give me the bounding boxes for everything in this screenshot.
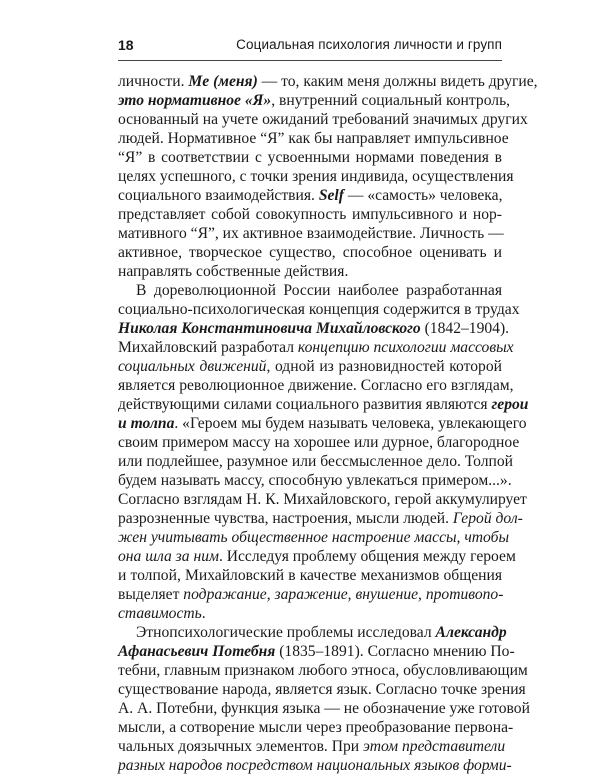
text-run: Михайловский разработал (118, 339, 298, 356)
text-run: Согласно взглядам Н. К. Михайловского, герой аккумулирует (118, 491, 527, 508)
emphasis-run: подражание, заражение, внушение, противопо- (183, 586, 504, 603)
text-line (118, 547, 516, 566)
text-run: , внутренний социальный контроль, (271, 92, 511, 109)
emphasis-run: Афанасьевич Потебня (118, 643, 276, 660)
text-line (118, 186, 502, 205)
text-line (118, 148, 502, 167)
text-run: . (201, 605, 206, 622)
text-run: (1835–1891). Согласно мнению По- (275, 643, 515, 660)
text-line (118, 167, 514, 186)
emphasis-run: разных народов посредством национальных языков форми- (118, 757, 512, 774)
emphasis-run: Self (318, 187, 344, 204)
text-line (118, 566, 502, 585)
text-run: действующими силами социального развития являются (118, 396, 492, 413)
emphasis-run: социальных движений (118, 358, 267, 375)
text-line (118, 604, 502, 623)
text-run: — «самость» человека, (343, 187, 503, 204)
text-run: — то, каким меня должны видеть другие, (257, 73, 538, 90)
text-run: (1842–1904). (420, 320, 510, 337)
text-line (118, 224, 502, 243)
text-run: , одной из разновидностей которой (266, 358, 502, 375)
text-line (118, 319, 510, 338)
text-line (118, 452, 514, 471)
text-run: мативного “Я”, их активное взаимодействие. Личность — (118, 225, 504, 242)
emphasis-run: ставимость (118, 605, 202, 622)
text-run: людей. Нормативное “Я” как бы направляет импульсивное (118, 130, 509, 147)
emphasis-run: жен учитывать общественное настроение массы, чтобы (118, 529, 510, 546)
text-line (118, 585, 502, 604)
text-line (118, 623, 507, 642)
text-line (118, 433, 520, 452)
text-run: . «Героем мы будем называть человека, увлекающего (174, 415, 527, 432)
text-run: . Исследуя проблему общения между героем (218, 548, 516, 565)
page-number: 18 (118, 37, 134, 53)
text-line (118, 205, 502, 224)
text-line (118, 471, 512, 490)
text-run: социального взаимодействия. (118, 187, 319, 204)
text-line (118, 281, 502, 300)
emphasis-run: Me (меня) (188, 73, 258, 90)
text-run: А. А. Потебни, функция языка — не обозначение уже готовой (118, 700, 530, 717)
text-run: целях успешного, с точки зрения индивида, осуществления (118, 168, 514, 185)
text-line (118, 338, 514, 357)
text-run: чальных доязычных элементов. При (118, 738, 364, 755)
text-run: социально-психологическая концепция содержится в трудах (118, 301, 520, 318)
text-line (118, 91, 511, 110)
emphasis-run: Николая Константиновича Михайловского (118, 320, 421, 337)
emphasis-run: Герой дол- (452, 510, 523, 527)
text-run: основанный на учете ожиданий требований значимых других (118, 111, 528, 128)
text-run: представляет собой совокупность импульсивного и нор- (118, 206, 502, 223)
text-line (118, 737, 506, 756)
body-text (118, 72, 538, 775)
text-run: Этнопсихологические проблемы исследовал (136, 624, 436, 641)
text-run: В дореволюционной России наиболее разработанная (136, 282, 502, 299)
text-line (118, 72, 538, 91)
text-run: направлять собственные действия. (118, 263, 349, 280)
text-line (118, 395, 529, 414)
text-line (118, 661, 528, 680)
text-run: тебни, главным признаком любого этноса, обусловливающим (118, 662, 528, 679)
text-line (118, 414, 527, 433)
emphasis-run: этом представители (363, 738, 506, 755)
text-line (118, 718, 514, 737)
text-run: или подлейшее, разумное или бессмысленное дело. Толпой (118, 453, 514, 470)
text-run: своим примером массу на хорошее или дурное, благородное (118, 434, 520, 451)
text-line (118, 110, 528, 129)
emphasis-run: и толпа (118, 415, 175, 432)
text-run: будем называть массу, способную увлекаться примером...». (118, 472, 512, 489)
text-run: личности. (118, 73, 189, 90)
text-run: и толпой, Михайловский в качестве механизмов общения (118, 567, 502, 584)
running-title: Социальная психология личности и групп (236, 37, 502, 52)
text-line (118, 642, 515, 661)
text-run: является революционное движение. Согласно его взглядам, (118, 377, 514, 394)
emphasis-run: концепцию психологии массовых (297, 339, 514, 356)
emphasis-run: Александр (435, 624, 507, 641)
text-line (118, 376, 514, 395)
text-line (118, 528, 510, 547)
emphasis-run: она шла за ним (118, 548, 219, 565)
text-line (118, 262, 502, 281)
text-run: выделяет (118, 586, 184, 603)
text-line (118, 490, 527, 509)
text-line (118, 243, 502, 262)
text-line (118, 300, 520, 319)
emphasis-run: это нормативное «Я» (118, 92, 272, 109)
emphasis-run: герои (491, 396, 529, 413)
running-header (118, 34, 502, 61)
text-run: “Я” в соответствии с усвоенными нормами поведения в (118, 149, 502, 166)
text-line (118, 680, 526, 699)
text-run: активное, творческое существо, способное оценивать и (118, 244, 502, 261)
text-run: разрозненные чувства, настроения, мысли людей. (118, 510, 453, 527)
text-line (118, 756, 512, 775)
text-run: мысли, а сотворение мысли через преобразование первона- (118, 719, 514, 736)
text-line (118, 699, 530, 718)
text-line (118, 509, 523, 528)
text-line (118, 129, 509, 148)
text-run: существование народа, является язык. Согласно точке зрения (118, 681, 526, 698)
text-line (118, 357, 502, 376)
